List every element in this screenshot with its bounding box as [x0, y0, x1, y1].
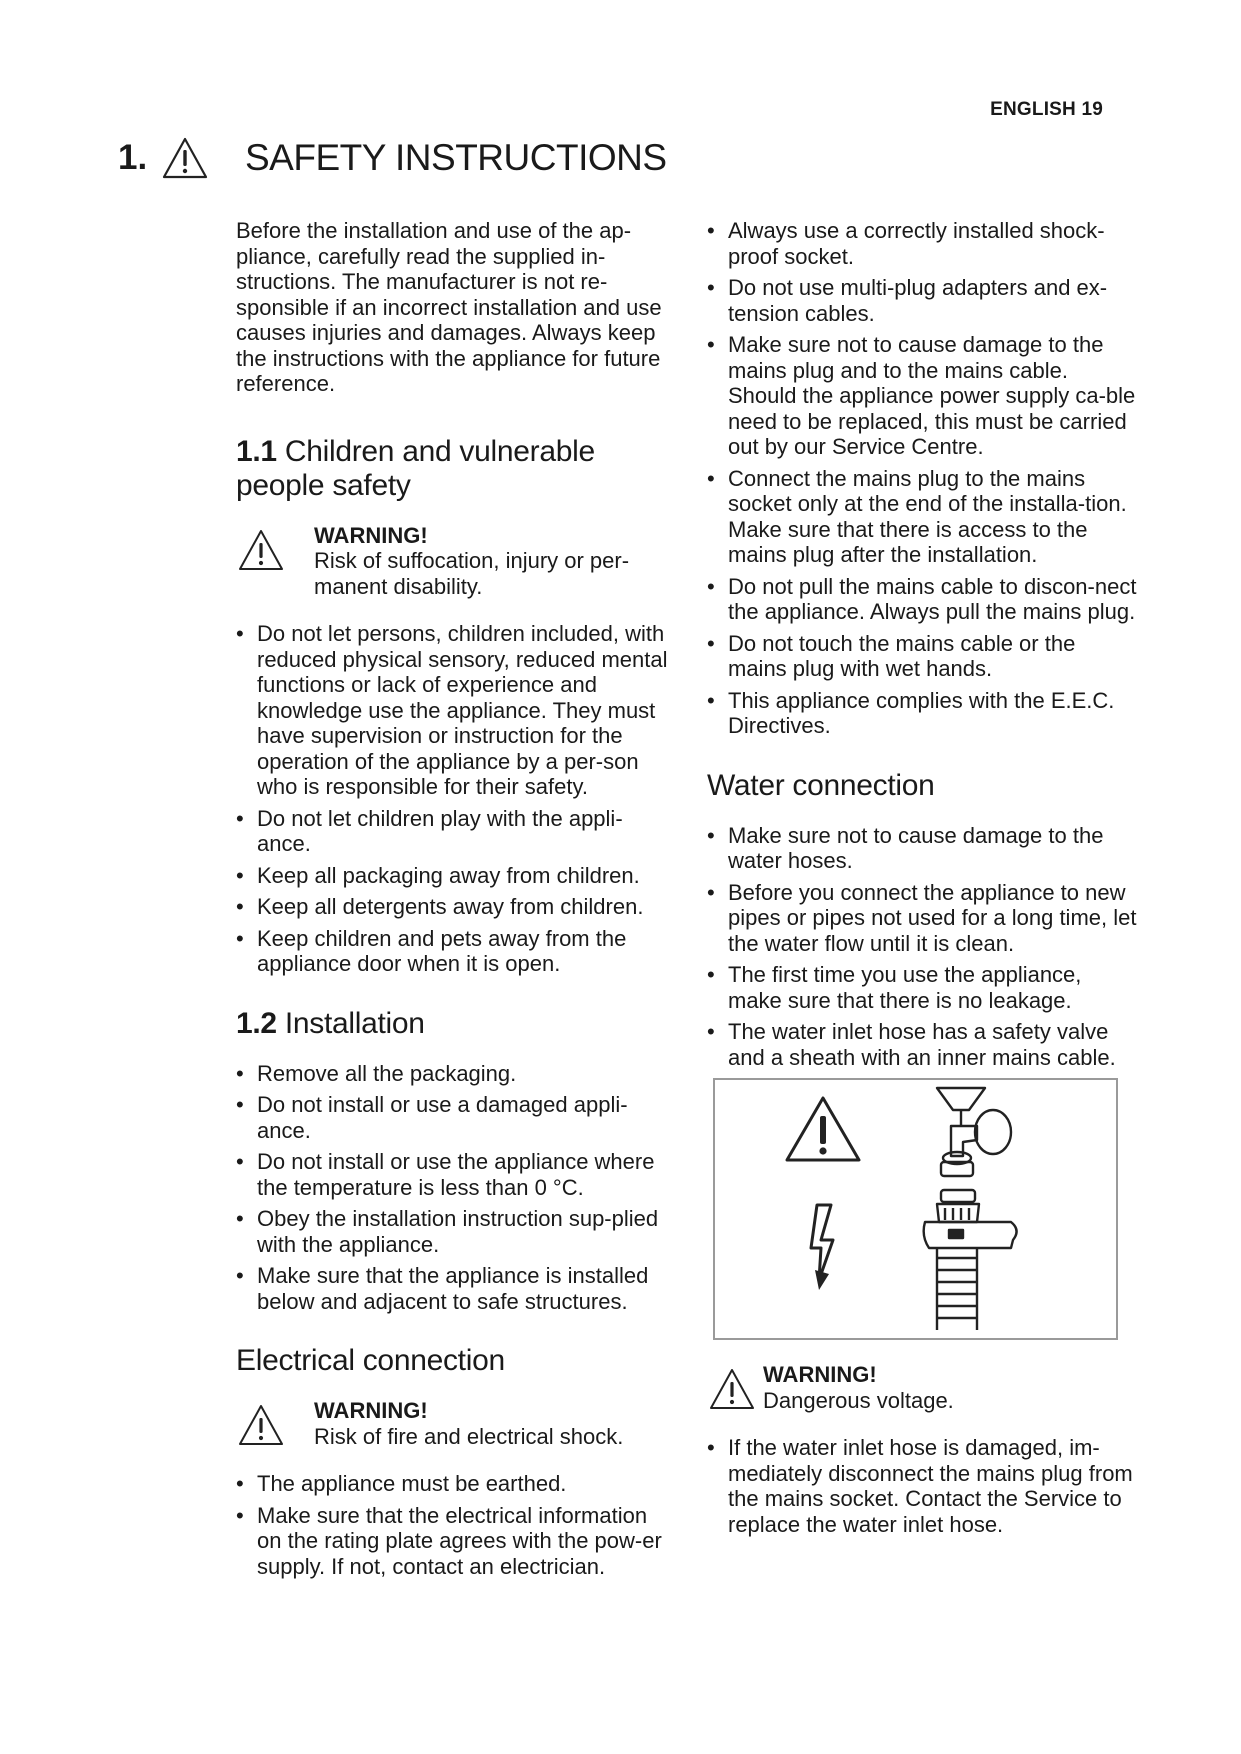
page-header: ENGLISH 19 [990, 99, 1103, 120]
water-hose-illustration [713, 1078, 1118, 1340]
warning-text: Dangerous voltage. [763, 1387, 954, 1413]
list-item: • Make sure not to cause damage to the mains plug and to the mains cable. Should the appliance power supply ca-ble need to be replaced, this must be carried out by our Service Centre. [707, 332, 1137, 460]
warning-triangle-icon [236, 527, 286, 573]
water-tap-icon [937, 1088, 1011, 1176]
section-number: 1.1 [236, 434, 277, 468]
safety-valve-diagram [715, 1080, 1116, 1338]
right-column [707, 218, 1137, 1567]
section-title: Children and vulnerable people safety [236, 434, 595, 502]
list-item: • Make sure that the electrical information on the rating plate agrees with the pow-er supply. If not, contact an electrician. [236, 1503, 676, 1580]
electrical-list-part1 [236, 1471, 676, 1579]
warning-box [236, 1398, 676, 1449]
water-list [707, 823, 1137, 1071]
list-item: • Connect the mains plug to the mains socket only at the end of the installa-tion. Make sure that there is access to the mains plug after the installation. [707, 466, 1137, 568]
list-item: • Do not use multi-plug adapters and ex-tension cables. [707, 275, 1137, 326]
list-item: • Do not let children play with the appli-ance. [236, 806, 676, 857]
safety-valve-icon [924, 1190, 1017, 1330]
list-item: • Make sure that the appliance is installed below and adjacent to safe structures. [236, 1263, 676, 1314]
warning-triangle-icon [707, 1366, 757, 1412]
list-item: • The appliance must be earthed. [236, 1471, 676, 1497]
children-safety-list [236, 621, 676, 977]
list-item: • Keep children and pets away from the appliance door when it is open. [236, 926, 676, 977]
water-list-after [707, 1435, 1137, 1537]
list-item: • Do not install or use a damaged appli-ance. [236, 1092, 676, 1143]
warning-title: WARNING! [763, 1362, 877, 1387]
list-item: • This appliance complies with the E.E.C. Directives. [707, 688, 1137, 739]
chapter-heading [118, 135, 667, 181]
list-item: • Do not install or use the appliance where the temperature is less than 0 °C. [236, 1149, 676, 1200]
warning-title: WARNING! [314, 522, 428, 548]
list-item: • Do not let persons, children included, with reduced physical sensory, reduced mental functions or lack of experience and knowledge use the appliance. They must have supervision or instruction for the operation of the appliance by a per-son who is responsible for their safety. [236, 621, 676, 800]
section-heading-children [236, 435, 676, 503]
section-heading-installation [236, 1007, 676, 1041]
intro-paragraph: Before the installation and use of the ap-pliance, carefully read the supplied in-structions. The manufacturer is not re-sponsible if an incorrect installation and use causes injuries and damages. Always keep the instructions with the appliance for future reference. [236, 218, 662, 396]
list-item: • Keep all detergents away from children. [236, 894, 676, 920]
warning-text: Risk of fire and electrical shock. [314, 1423, 624, 1449]
list-item: • Make sure not to cause damage to the water hoses. [707, 823, 1137, 874]
warning-box [707, 1362, 1137, 1413]
left-column [236, 218, 676, 1609]
electrical-list-part2 [707, 218, 1137, 739]
list-item: • Always use a correctly installed shock-proof socket. [707, 218, 1137, 269]
list-item: • Keep all packaging away from children. [236, 863, 676, 889]
list-item: • Do not pull the mains cable to discon-nect the appliance. Always pull the mains plug. [707, 574, 1137, 625]
list-item: • The first time you use the appliance, make sure that there is no leakage. [707, 962, 1137, 1013]
installation-list [236, 1061, 676, 1315]
list-item: • Obey the installation instruction sup-plied with the appliance. [236, 1206, 676, 1257]
lightning-bolt-icon [811, 1205, 833, 1290]
list-item: • The water inlet hose has a safety valve and a sheath with an inner mains cable. [707, 1019, 1137, 1070]
section-heading-water: Water connection [707, 768, 935, 802]
warning-title: WARNING! [314, 1398, 428, 1423]
list-item: • Do not touch the mains cable or the mains plug with wet hands. [707, 631, 1137, 682]
warning-text: Risk of suffocation, injury or per-manent disability. [314, 548, 630, 599]
list-item: • Remove all the packaging. [236, 1061, 676, 1087]
warning-triangle-icon [236, 1402, 286, 1448]
list-item: • If the water inlet hose is damaged, im-mediately disconnect the mains plug from the mains socket. Contact the Service to replace the water inlet hose. [707, 1435, 1137, 1537]
list-item: • Before you connect the appliance to new pipes or pipes not used for a long time, let the water flow until it is clean. [707, 880, 1137, 957]
chapter-title: SAFETY INSTRUCTIONS [245, 137, 667, 178]
chapter-number: 1. [118, 138, 148, 177]
warning-triangle-icon [787, 1098, 859, 1160]
warning-box [236, 523, 676, 600]
section-title: Installation [284, 1006, 425, 1040]
warning-triangle-icon [160, 135, 210, 181]
section-heading-electrical: Electrical connection [236, 1344, 505, 1377]
section-number: 1.2 [236, 1006, 277, 1040]
